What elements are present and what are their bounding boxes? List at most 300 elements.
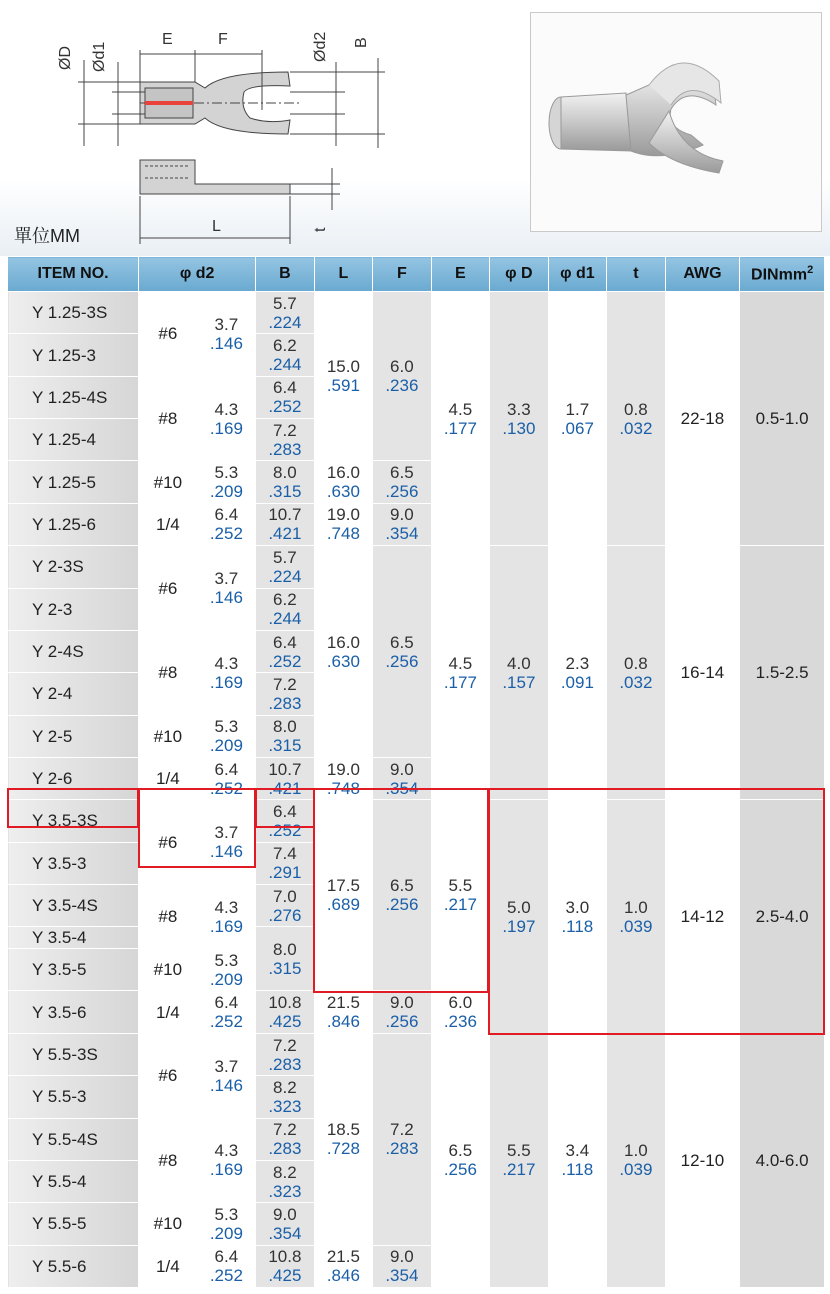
d2-inch: .169 xyxy=(209,1160,243,1180)
l-inch: .846 xyxy=(326,1266,360,1286)
l-value xyxy=(314,800,373,991)
od-inch: .130 xyxy=(502,418,536,438)
b-inch: .425 xyxy=(268,1266,302,1286)
e-value xyxy=(431,1033,490,1287)
d2-stud: #10 xyxy=(139,461,198,503)
d2-value xyxy=(197,800,256,885)
item-no: Y 1.25-3 xyxy=(8,334,139,376)
header-t: t xyxy=(607,257,666,292)
od1-inch: .067 xyxy=(560,418,594,438)
table-header-row xyxy=(8,257,825,292)
dim-label-od1: Ød1 xyxy=(91,41,108,72)
od-mm: 5.5 xyxy=(507,1141,531,1161)
e-inch: .177 xyxy=(443,672,477,692)
b-inch: .315 xyxy=(268,736,302,756)
b-value xyxy=(256,991,315,1033)
header-l: L xyxy=(314,257,373,292)
od-mm: 4.0 xyxy=(507,653,531,673)
item-no: Y 2-5 xyxy=(8,715,139,757)
d2-inch: .209 xyxy=(209,969,243,989)
d2-inch: .252 xyxy=(209,524,243,544)
b-value xyxy=(256,503,315,545)
header-od1: φ d1 xyxy=(548,257,607,292)
item-no: Y 3.5-4 xyxy=(8,927,139,949)
d2-inch: .252 xyxy=(209,1266,243,1286)
b-inch: .252 xyxy=(268,397,302,417)
b-mm: 10.8 xyxy=(268,1247,302,1267)
b-inch: .425 xyxy=(268,1012,302,1032)
t-mm: 0.8 xyxy=(624,653,648,673)
b-mm: 7.0 xyxy=(273,886,297,906)
item-no: Y 3.5-4S xyxy=(8,885,139,927)
item-no: Y 3.5-6 xyxy=(8,991,139,1033)
l-value xyxy=(314,292,373,461)
t-inch: .039 xyxy=(619,1160,653,1180)
e-inch: .177 xyxy=(443,418,477,438)
item-no: Y 1.25-3S xyxy=(8,292,139,334)
table-row xyxy=(8,546,825,588)
od-inch: .157 xyxy=(502,672,536,692)
item-no: Y 5.5-4S xyxy=(8,1118,139,1160)
d2-inch: .252 xyxy=(209,1012,243,1032)
b-mm: 8.2 xyxy=(273,1077,297,1097)
item-no: Y 1.25-4S xyxy=(8,376,139,418)
od1-value xyxy=(548,292,607,546)
e-inch: .236 xyxy=(443,1012,477,1032)
d2-value xyxy=(197,949,256,991)
b-mm: 6.4 xyxy=(273,801,297,821)
l-inch: .591 xyxy=(326,376,360,396)
header-item-no: ITEM NO. xyxy=(8,257,139,292)
item-no: Y 2-4 xyxy=(8,673,139,715)
f-mm: 7.2 xyxy=(390,1120,414,1140)
od1-mm: 3.0 xyxy=(565,897,590,917)
e-mm: 5.5 xyxy=(448,876,473,896)
d2-value xyxy=(197,1245,256,1287)
od-inch: .197 xyxy=(502,916,536,936)
d2-stud: 1/4 xyxy=(139,991,198,1033)
d2-stud: #6 xyxy=(139,546,198,631)
t-mm: 1.0 xyxy=(624,1141,648,1161)
table-row xyxy=(8,1033,825,1075)
d2-inch: .209 xyxy=(209,482,243,502)
b-mm: 8.2 xyxy=(273,1162,297,1182)
od-value xyxy=(490,800,549,1034)
f-mm: 9.0 xyxy=(390,505,414,525)
f-mm: 6.0 xyxy=(390,357,414,377)
od1-inch: .091 xyxy=(560,672,594,692)
e-mm: 6.5 xyxy=(448,1141,473,1161)
f-value xyxy=(373,503,432,545)
b-mm: 6.4 xyxy=(273,632,297,652)
t-mm: 0.8 xyxy=(624,399,648,419)
l-value xyxy=(314,1245,373,1287)
d2-value xyxy=(197,715,256,757)
din-value: 1.5-2.5 xyxy=(740,546,825,800)
f-inch: .354 xyxy=(385,524,419,544)
d2-stud: #8 xyxy=(139,1118,198,1203)
din-value: 2.5-4.0 xyxy=(740,800,825,1034)
b-inch: .252 xyxy=(268,820,302,840)
item-no: Y 5.5-6 xyxy=(8,1245,139,1287)
header-din-label: DINmm xyxy=(751,266,808,284)
f-value xyxy=(373,757,432,799)
b-mm: 7.2 xyxy=(273,1035,297,1055)
b-inch: .224 xyxy=(268,312,302,332)
d2-value xyxy=(197,885,256,949)
spade-terminal-image xyxy=(531,13,821,231)
b-inch: .224 xyxy=(268,566,302,586)
header-din xyxy=(740,257,825,292)
f-mm: 9.0 xyxy=(390,993,414,1013)
b-value xyxy=(256,588,315,630)
t-mm: 1.0 xyxy=(624,897,648,917)
item-no: Y 1.25-4 xyxy=(8,419,139,461)
b-inch: .283 xyxy=(268,439,302,459)
d2-inch: .169 xyxy=(209,418,243,438)
d2-mm: 4.3 xyxy=(214,1141,239,1161)
d2-value xyxy=(197,461,256,503)
b-mm: 10.7 xyxy=(268,759,302,779)
d2-stud: #10 xyxy=(139,715,198,757)
l-inch: .630 xyxy=(326,482,360,502)
dim-label-t: t xyxy=(312,227,329,232)
item-no: Y 5.5-4 xyxy=(8,1160,139,1202)
item-no: Y 1.25-5 xyxy=(8,461,139,503)
od1-mm: 1.7 xyxy=(565,399,590,419)
d2-mm: 4.3 xyxy=(214,897,239,917)
item-no: Y 1.25-6 xyxy=(8,503,139,545)
d2-value xyxy=(197,503,256,545)
b-inch: .283 xyxy=(268,1054,302,1074)
b-value xyxy=(256,1203,315,1245)
d2-value xyxy=(197,1033,256,1118)
b-value xyxy=(256,419,315,461)
d2-mm: 5.3 xyxy=(214,717,239,737)
l-mm: 21.5 xyxy=(326,993,360,1013)
f-inch: .354 xyxy=(385,1266,419,1286)
e-mm: 4.5 xyxy=(448,653,473,673)
od-mm: 3.3 xyxy=(507,399,531,419)
d2-mm: 3.7 xyxy=(214,569,239,589)
f-mm: 9.0 xyxy=(390,1247,414,1267)
d2-stud: #10 xyxy=(139,949,198,991)
awg-value: 14-12 xyxy=(665,800,740,1034)
b-mm: 7.2 xyxy=(273,674,297,694)
item-no: Y 3.5-3S xyxy=(8,800,139,842)
b-inch: .291 xyxy=(268,863,302,883)
d2-inch: .146 xyxy=(209,333,243,353)
b-mm: 8.0 xyxy=(273,717,297,737)
f-value xyxy=(373,292,432,461)
d2-mm: 3.7 xyxy=(214,823,239,843)
item-no: Y 2-3S xyxy=(8,546,139,588)
awg-value: 22-18 xyxy=(665,292,740,546)
f-mm: 6.5 xyxy=(390,876,414,896)
b-value xyxy=(256,1076,315,1118)
e-mm: 6.0 xyxy=(448,993,473,1013)
d2-stud: #6 xyxy=(139,1033,198,1118)
e-value xyxy=(431,991,490,1033)
d2-mm: 6.4 xyxy=(214,759,239,779)
l-mm: 19.0 xyxy=(326,759,360,779)
b-value xyxy=(256,800,315,842)
l-mm: 19.0 xyxy=(326,505,360,525)
b-value xyxy=(256,546,315,588)
t-value xyxy=(607,546,666,800)
d2-mm: 6.4 xyxy=(214,505,239,525)
b-value xyxy=(256,461,315,503)
b-inch: .323 xyxy=(268,1096,302,1116)
f-inch: .256 xyxy=(385,651,419,671)
awg-value: 12-10 xyxy=(665,1033,740,1287)
dim-label-od: ØD xyxy=(57,46,74,70)
header-b: B xyxy=(256,257,315,292)
d2-mm: 3.7 xyxy=(214,1056,239,1076)
b-mm: 7.2 xyxy=(273,1120,297,1140)
d2-inch: .209 xyxy=(209,736,243,756)
l-value xyxy=(314,991,373,1033)
dim-label-l: L xyxy=(212,218,221,235)
l-value xyxy=(314,757,373,799)
f-value xyxy=(373,461,432,503)
od-mm: 5.0 xyxy=(507,897,531,917)
d2-value xyxy=(197,292,256,377)
unit-label: 單位MM xyxy=(14,226,80,246)
b-inch: .283 xyxy=(268,1139,302,1159)
l-mm: 16.0 xyxy=(326,463,360,483)
dim-label-f: F xyxy=(218,31,228,48)
item-no: Y 5.5-5 xyxy=(8,1203,139,1245)
od1-mm: 2.3 xyxy=(565,653,590,673)
b-mm: 6.4 xyxy=(273,378,297,398)
od-value xyxy=(490,1033,549,1287)
b-value xyxy=(256,673,315,715)
item-no: Y 3.5-3 xyxy=(8,842,139,884)
din-value: 4.0-6.0 xyxy=(740,1033,825,1287)
f-value xyxy=(373,1033,432,1245)
b-mm: 10.7 xyxy=(268,505,302,525)
d2-stud: #8 xyxy=(139,885,198,949)
e-inch: .256 xyxy=(443,1160,477,1180)
din-value: 0.5-1.0 xyxy=(740,292,825,546)
f-value xyxy=(373,546,432,758)
d2-stud: #10 xyxy=(139,1203,198,1245)
od-value xyxy=(490,546,549,800)
d2-inch: .146 xyxy=(209,1075,243,1095)
l-value xyxy=(314,503,373,545)
d2-inch: .169 xyxy=(209,916,243,936)
d2-mm: 6.4 xyxy=(214,993,239,1013)
b-mm: 9.0 xyxy=(273,1204,297,1224)
b-inch: .276 xyxy=(268,905,302,925)
od-inch: .217 xyxy=(502,1160,536,1180)
item-no: Y 2-3 xyxy=(8,588,139,630)
d2-stud: #6 xyxy=(139,292,198,377)
dim-label-b: B xyxy=(353,37,370,48)
l-mm: 16.0 xyxy=(326,632,360,652)
b-mm: 6.2 xyxy=(273,590,297,610)
od1-inch: .118 xyxy=(561,916,594,936)
od1-inch: .118 xyxy=(561,1160,594,1180)
e-value xyxy=(431,546,490,800)
l-mm: 21.5 xyxy=(326,1247,360,1267)
b-value xyxy=(256,1245,315,1287)
item-no: Y 5.5-3S xyxy=(8,1033,139,1075)
terminal-drawing xyxy=(0,0,520,256)
d2-mm: 4.3 xyxy=(214,653,239,673)
item-no: Y 2-4S xyxy=(8,630,139,672)
header-od: φ D xyxy=(490,257,549,292)
d2-value xyxy=(197,376,256,461)
l-inch: .689 xyxy=(326,895,360,915)
b-value xyxy=(256,1160,315,1202)
b-mm: 8.0 xyxy=(273,463,297,483)
d2-value xyxy=(197,991,256,1033)
b-value xyxy=(256,885,315,927)
b-value xyxy=(256,757,315,799)
b-value xyxy=(256,334,315,376)
l-mm: 17.5 xyxy=(326,876,360,896)
item-no: Y 2-6 xyxy=(8,757,139,799)
l-value xyxy=(314,461,373,503)
b-mm: 7.4 xyxy=(273,844,297,864)
d2-mm: 5.3 xyxy=(214,463,239,483)
t-value xyxy=(607,800,666,1034)
b-inch: .244 xyxy=(268,609,302,629)
l-inch: .846 xyxy=(326,1012,360,1032)
e-mm: 4.5 xyxy=(448,399,473,419)
header-e: E xyxy=(431,257,490,292)
t-inch: .039 xyxy=(619,916,653,936)
b-value xyxy=(256,1118,315,1160)
header-awg: AWG xyxy=(665,257,740,292)
b-value xyxy=(256,842,315,884)
f-inch: .283 xyxy=(385,1139,419,1159)
item-no: Y 3.5-5 xyxy=(8,949,139,991)
dim-label-od2: Ød2 xyxy=(312,31,329,62)
d2-value xyxy=(197,757,256,799)
od-value xyxy=(490,292,549,546)
wire-marker xyxy=(145,101,193,105)
od1-value xyxy=(548,546,607,800)
d2-inch: .209 xyxy=(209,1223,243,1243)
d2-mm: 3.7 xyxy=(214,314,239,334)
d2-value xyxy=(197,1203,256,1245)
b-inch: .283 xyxy=(268,693,302,713)
b-inch: .315 xyxy=(268,958,302,978)
d2-inch: .146 xyxy=(209,842,243,862)
b-mm: 6.2 xyxy=(273,336,297,356)
b-value xyxy=(256,292,315,334)
d2-value xyxy=(197,546,256,631)
od1-value xyxy=(548,800,607,1034)
d2-stud: 1/4 xyxy=(139,503,198,545)
header-f: F xyxy=(373,257,432,292)
b-inch: .252 xyxy=(268,651,302,671)
b-value xyxy=(256,927,315,991)
d2-stud: #8 xyxy=(139,376,198,461)
d2-inch: .169 xyxy=(209,672,243,692)
table-row xyxy=(8,800,825,842)
t-inch: .032 xyxy=(619,418,653,438)
l-inch: .748 xyxy=(326,524,360,544)
b-inch: .354 xyxy=(268,1223,302,1243)
od1-value xyxy=(548,1033,607,1287)
f-value xyxy=(373,991,432,1033)
table-row xyxy=(8,292,825,334)
f-inch: .354 xyxy=(385,778,419,798)
b-value xyxy=(256,376,315,418)
f-inch: .236 xyxy=(385,376,419,396)
awg-value: 16-14 xyxy=(665,546,740,800)
e-value xyxy=(431,292,490,546)
f-mm: 9.0 xyxy=(390,759,414,779)
b-inch: .421 xyxy=(268,524,302,544)
product-photo xyxy=(530,12,822,232)
d2-mm: 4.3 xyxy=(214,399,239,419)
b-mm: 8.0 xyxy=(273,939,297,959)
d2-value xyxy=(197,630,256,715)
header-din-exp: 2 xyxy=(807,263,814,276)
d2-inch: .252 xyxy=(209,778,243,798)
b-inch: .244 xyxy=(268,355,302,375)
f-mm: 6.5 xyxy=(390,632,414,652)
d2-stud: 1/4 xyxy=(139,1245,198,1287)
t-value xyxy=(607,1033,666,1287)
l-inch: .630 xyxy=(326,651,360,671)
l-inch: .748 xyxy=(326,778,360,798)
b-mm: 10.8 xyxy=(268,993,302,1013)
l-value xyxy=(314,1033,373,1245)
b-value xyxy=(256,715,315,757)
d2-stud: 1/4 xyxy=(139,757,198,799)
f-inch: .256 xyxy=(385,1012,419,1032)
b-inch: .323 xyxy=(268,1181,302,1201)
dim-label-e: E xyxy=(162,31,173,48)
f-value xyxy=(373,1245,432,1287)
b-value xyxy=(256,1033,315,1075)
f-inch: .256 xyxy=(385,482,419,502)
l-value xyxy=(314,546,373,758)
od1-mm: 3.4 xyxy=(565,1141,590,1161)
spec-table xyxy=(7,256,825,1288)
f-value xyxy=(373,800,432,991)
d2-mm: 6.4 xyxy=(214,1247,239,1267)
item-no: Y 5.5-3 xyxy=(8,1076,139,1118)
e-value xyxy=(431,800,490,991)
b-mm: 5.7 xyxy=(273,293,297,313)
b-value xyxy=(256,630,315,672)
f-inch: .256 xyxy=(385,895,419,915)
d2-mm: 5.3 xyxy=(214,950,239,970)
d2-inch: .146 xyxy=(209,588,243,608)
l-mm: 18.5 xyxy=(326,1120,360,1140)
b-inch: .315 xyxy=(268,482,302,502)
t-inch: .032 xyxy=(619,672,653,692)
b-mm: 7.2 xyxy=(273,420,297,440)
d2-stud: #8 xyxy=(139,630,198,715)
e-inch: .217 xyxy=(443,895,477,915)
f-mm: 6.5 xyxy=(390,463,414,483)
t-value xyxy=(607,292,666,546)
l-mm: 15.0 xyxy=(326,357,360,377)
d2-stud: #6 xyxy=(139,800,198,885)
header-d2: φ d2 xyxy=(139,257,256,292)
d2-value xyxy=(197,1118,256,1203)
b-inch: .421 xyxy=(268,778,302,798)
d2-mm: 5.3 xyxy=(214,1204,239,1224)
